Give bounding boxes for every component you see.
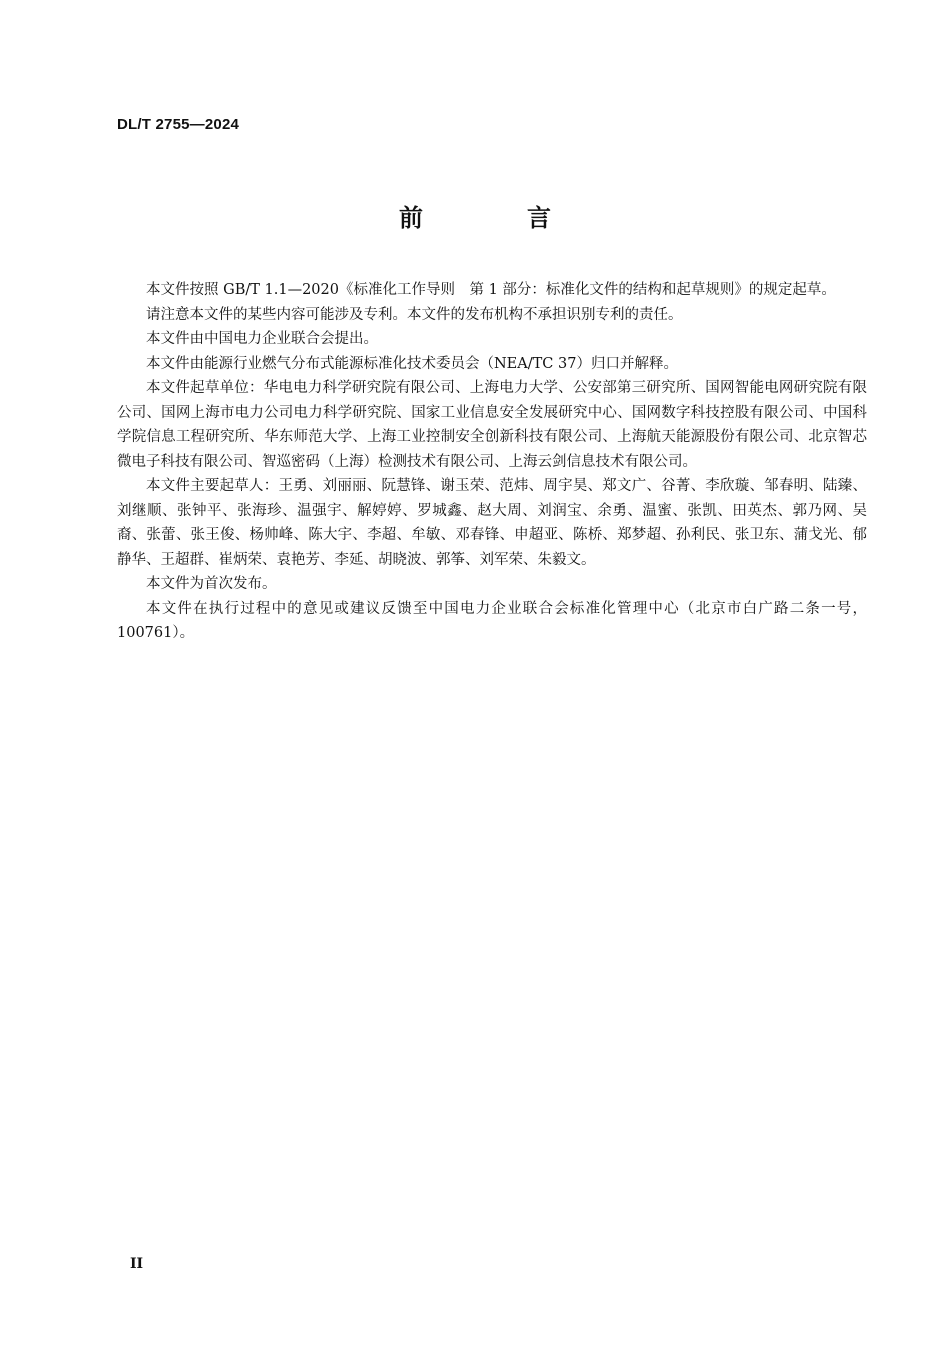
page-title: 前 言 bbox=[399, 203, 591, 232]
paragraph-drafting-rules: 本文件按照 GB/T 1.1—2020《标准化工作导则 第 1 部分：标准化文件的结构和起草规则》的规定起草。 bbox=[146, 282, 836, 298]
page-number: II bbox=[130, 1256, 144, 1272]
standard-code: DL/T 2755—2024 bbox=[117, 116, 240, 133]
paragraph-feedback: 本文件在执行过程中的意见或建议反馈至中国电力企业联合会标准化管理中心（北京市白广路二条一号，100761）。 bbox=[117, 600, 867, 641]
paragraph-patent-notice: 请注意本文件的某些内容可能涉及专利。本文件的发布机构不承担识别专利的责任。 bbox=[146, 306, 683, 323]
paragraph-proposer: 本文件由中国电力企业联合会提出。 bbox=[146, 331, 378, 347]
paragraph-first-release: 本文件为首次发布。 bbox=[146, 576, 277, 592]
foreword-body bbox=[117, 278, 867, 646]
paragraph-drafters: 本文件主要起草人：王勇、刘丽丽、阮慧锋、谢玉荣、范炜、周宇昊、郑文广、谷菁、李欣璇、邹春明、陆臻、刘继顺、张钟平、张海珍、温强宇、解婷婷、罗城鑫、赵大周、刘润宝、余勇、温蜜、张凯、田英杰、郭乃网、吴裔、张蕾、张王俊、杨帅峰、陈大宇、李超、牟敏、邓春锋、申超亚、陈桥、郑梦超、孙利民、张卫东、蒲戈光、郁静华、王超群、崔炳荣、袁艳芳、李延、胡晓波、郭筝、刘军荣、朱毅文。 bbox=[117, 478, 867, 568]
paragraph-drafting-units: 本文件起草单位：华电电力科学研究院有限公司、上海电力大学、公安部第三研究所、国网智能电网研究院有限公司、国网上海市电力公司电力科学研究院、国家工业信息安全发展研究中心、国网数字科技控股有限公司、中国科学院信息工程研究所、华东师范大学、上海工业控制安全创新科技有限公司、上海航天能源股份有限公司、北京智芯微电子科技有限公司、智巡密码（上海）检测技术有限公司、上海云剑信息技术有限公司。 bbox=[117, 380, 867, 470]
paragraph-committee: 本文件由能源行业燃气分布式能源标准化技术委员会（NEA/TC 37）归口并解释。 bbox=[146, 355, 678, 372]
